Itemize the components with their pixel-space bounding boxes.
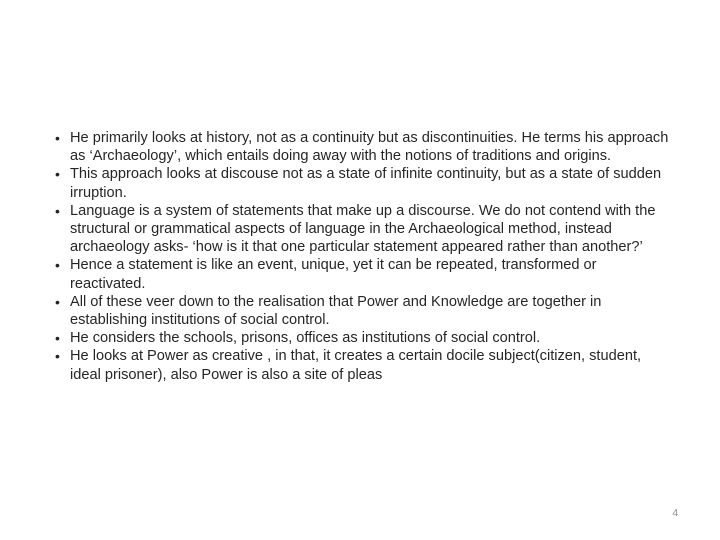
bullet-item (55, 347, 675, 383)
bullet-text: He looks at Power as creative , in that, it creates a certain docile subject(citizen, student, ideal prisoner), also Power is also a site of pleas (70, 348, 642, 383)
bullet-list (55, 129, 675, 384)
bullet-item (55, 329, 675, 347)
bullet-item (55, 293, 675, 329)
bullet-item (55, 165, 675, 201)
bullet-text: He considers the schools, prisons, offices as institutions of social control. (70, 330, 541, 347)
bullet-item (55, 256, 675, 292)
bullet-text: This approach looks at discouse not as a state of infinite continuity, but as a state of sudden irruption. (70, 166, 662, 201)
bullet-icon: • (55, 257, 60, 274)
page-number: 4 (672, 508, 678, 519)
bullet-icon: • (55, 202, 60, 219)
bullet-icon: • (55, 348, 60, 365)
bullet-icon: • (55, 330, 60, 347)
bullet-text: He primarily looks at history, not as a continuity but as discontinuities. He terms his approach as ‘Archaeology’, which entails doing away with the notions of traditions and origins. (70, 130, 669, 165)
bullet-text: Hence a statement is like an event, unique, yet it can be repeated, transformed or reactivated. (70, 257, 597, 292)
bullet-text: All of these veer down to the realisation that Power and Knowledge are together in establishing institutions of social control. (70, 293, 602, 329)
bullet-item (55, 129, 675, 165)
bullet-icon: • (55, 166, 60, 183)
bullet-text: Language is a system of statements that make up a discourse. We do not contend with the structural or grammatical aspects of language in the Archaeological method, instead archaeology asks- ‘how is it that one particular statement appeared rather than another?’ (70, 202, 656, 256)
bullet-icon: • (55, 293, 60, 310)
bullet-icon: • (55, 130, 60, 146)
bullet-item (55, 202, 675, 257)
